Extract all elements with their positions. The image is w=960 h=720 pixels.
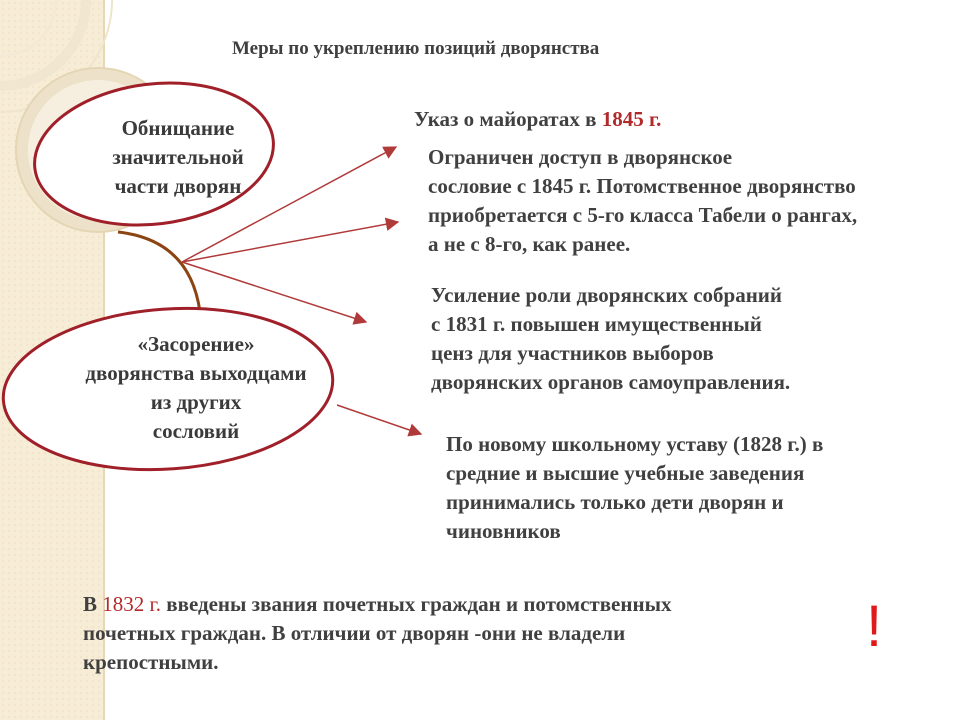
access-line-4: а не с 8-го, как ранее. xyxy=(428,232,631,256)
bubble-clogging xyxy=(46,330,346,446)
bubble-top-line-2: значительной xyxy=(112,145,244,169)
access-line-2: сословие с 1845 г. Потомственное дворянство xyxy=(428,174,856,198)
arrow-to-school xyxy=(337,405,421,434)
note-year: 1832 г. xyxy=(102,592,162,616)
measure-majorat xyxy=(414,105,661,134)
access-line-3: приобретается с 5-го класса Табели о рангах, xyxy=(428,203,858,227)
bubble-bottom-line-4: сословий xyxy=(152,419,240,443)
assemblies-line-3: ценз для участников выборов xyxy=(431,341,714,365)
note-line-1 xyxy=(83,590,671,619)
arrow-to-access-2 xyxy=(182,222,398,262)
access-line-1: Ограничен доступ в дворянское xyxy=(428,145,733,169)
connector-curve xyxy=(118,232,200,312)
bubble-top-line-1: Обнищание xyxy=(121,116,235,140)
assemblies-line-1: Усиление роли дворянских собраний xyxy=(431,283,783,307)
majorat-year: 1845 г. xyxy=(601,107,662,131)
note-line-3: крепостными. xyxy=(83,650,219,674)
honorary-citizens-note xyxy=(83,590,671,677)
note-line-1-rest: введены звания почетных граждан и потомственных xyxy=(161,592,672,616)
measure-school xyxy=(446,430,823,546)
assemblies-line-2: с 1831 г. повышен имущественный xyxy=(431,312,762,336)
measure-access xyxy=(428,143,857,259)
measure-assemblies xyxy=(431,281,790,397)
assemblies-line-4: дворянских органов самоуправления. xyxy=(431,370,791,394)
school-line-3: принимались только дети дворян и xyxy=(446,490,784,514)
note-lead: В xyxy=(83,592,103,616)
bubble-bottom-line-2: дворянства выходцами xyxy=(85,361,307,385)
school-line-2: средние и высшие учебные заведения xyxy=(446,461,805,485)
note-line-2: почетных граждан. В отличии от дворян -они не владели xyxy=(83,621,626,645)
school-line-4: чиновников xyxy=(446,519,561,543)
bubble-bottom-line-1: «Засорение» xyxy=(137,332,255,356)
bubble-impoverishment xyxy=(58,114,298,201)
bubble-bottom-line-3: из других xyxy=(150,390,242,414)
exclamation-mark: ! xyxy=(866,594,883,659)
school-line-1: По новому школьному уставу (1828 г.) в xyxy=(446,432,824,456)
page-title: Меры по укреплению позиций дворянства xyxy=(232,38,600,59)
bubble-top-line-3: части дворян xyxy=(114,174,242,198)
majorat-prefix: Указ о майоратах в xyxy=(414,107,602,131)
